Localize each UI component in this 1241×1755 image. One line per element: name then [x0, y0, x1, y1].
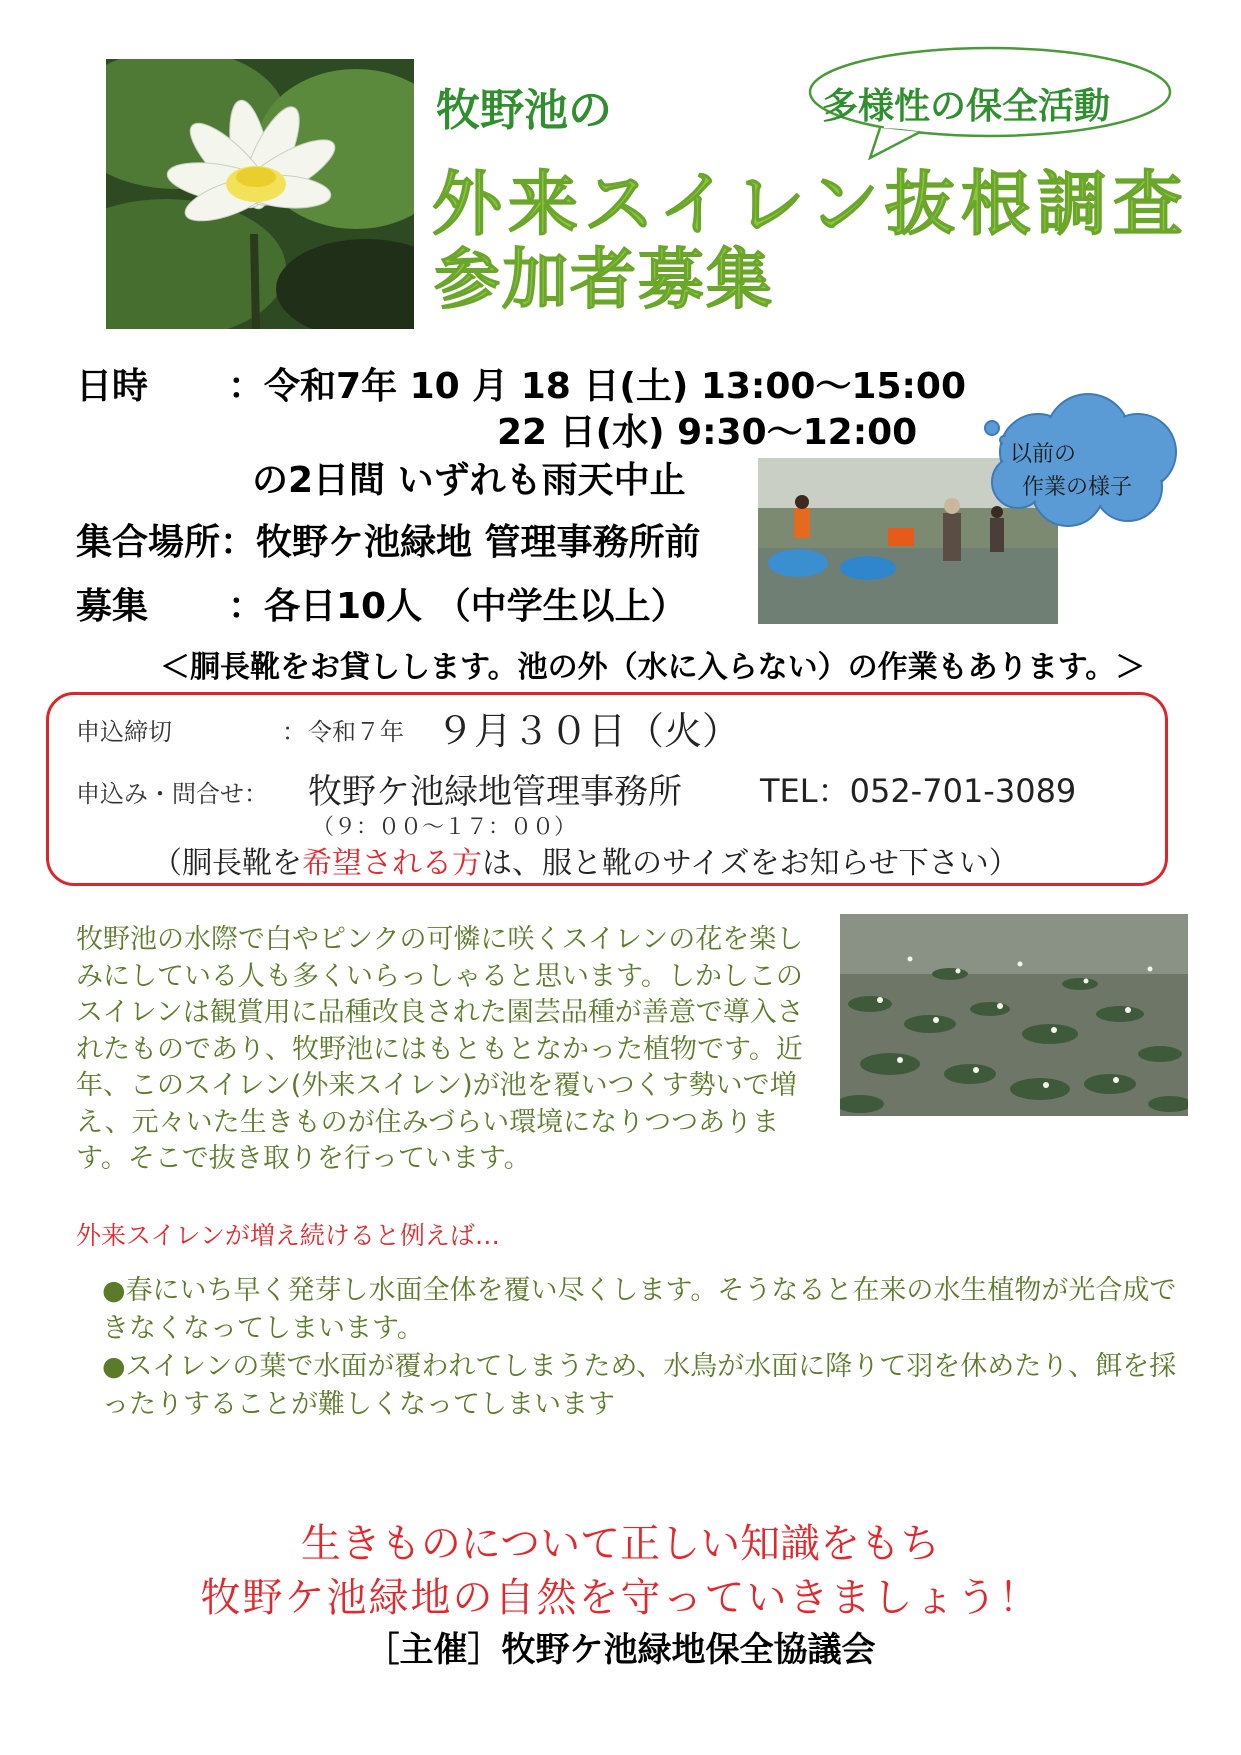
- contact-organization: 牧野ケ池緑地管理事務所: [308, 772, 682, 812]
- size-note-highlight: 希望される方: [302, 846, 482, 881]
- closing-line-1: 生きものについて正しい知識をもち: [300, 1521, 941, 1567]
- date-row-3: の2日間 いずれも雨天中止: [252, 460, 686, 501]
- deadline-date: ９月３０日（火）: [436, 709, 741, 753]
- water-lily-photo: [106, 59, 414, 329]
- recruit-label: 募集: [76, 586, 149, 627]
- closing-line-2: 牧野ケ池緑地の自然を守っていきましょう！: [200, 1575, 1041, 1621]
- photo-caption-line-2: 作業の様子: [1022, 475, 1133, 500]
- boots-note: ＜胴長靴をお貸しします。池の外（水に入らない）の作業もあります。＞: [160, 650, 1146, 685]
- contact-label: 申込み・問合せ：: [76, 780, 268, 808]
- date-row-1: [76, 358, 966, 409]
- deadline-colon: ：: [282, 718, 306, 746]
- date-row-2: 22 日(水) 9:30～12:00: [497, 412, 918, 453]
- list-item: ●春にいち早く発芽し水面全体を覆い尽くします。そうなると在来の水生植物が光合成できなくなってしまいます。: [102, 1275, 1177, 1344]
- recruit-row: [76, 578, 687, 629]
- size-note: [152, 838, 1019, 882]
- place-value: ：牧野ケ池緑地 管理事務所前: [220, 522, 701, 563]
- contact-hours: （９：００～１７：００）: [312, 815, 577, 840]
- date-label: 日時: [76, 366, 149, 407]
- title-line-3: 参加者募集: [434, 241, 774, 318]
- list-item: ●スイレンの葉で水面が覆われてしまうため、水鳥が水面に降りて羽を休めたり、餌を採ったりすることが難しくなってしまいます: [102, 1351, 1177, 1420]
- size-note-post: は、服と靴のサイズをお知らせ下さい）: [482, 846, 1019, 881]
- deadline-label: 申込締切: [76, 718, 172, 746]
- place-row: [76, 514, 701, 565]
- title-line-1: 牧野池の: [436, 85, 612, 136]
- bubble-text: 多様性の保全活動: [822, 86, 1111, 127]
- place-label: 集合場所: [76, 522, 221, 563]
- contact-phone: TEL：052-701-3089: [760, 772, 1077, 810]
- recruit-value: ：各日10人 （中学生以上）: [228, 586, 687, 627]
- deadline-prefix: 令和７年: [308, 718, 404, 746]
- example-heading: 外来スイレンが増え続けると例えば…: [76, 1221, 500, 1250]
- title-line-2: 外来スイレン抜根調査: [432, 163, 1189, 245]
- size-note-pre: （胴長靴を: [152, 846, 302, 881]
- date-colon: ：: [228, 366, 265, 407]
- organizer: ［主催］牧野ケ池緑地保全協議会: [365, 1630, 876, 1670]
- photo-caption-line-1: 以前の: [1010, 442, 1077, 467]
- pond-lily-photo: [840, 914, 1188, 1116]
- description-paragraph: 牧野池の水際で白やピンクの可憐に咲くスイレンの花を楽しみにしている人も多くいらっしゃると思います。しかしこのスイレンは観賞用に品種改良された園芸品種が善意で導入されたものであり、牧野池にはもともとなかった植物です。近年、このスイレン(外来スイレン)が池を覆いつくす勢いで増え、元々いた生きものが住みづらい環境になりつつあります。そこで抜き取りを行っています。: [76, 924, 804, 1174]
- date-1: 令和7年 10 月 18 日(土) 13:00～15:00: [264, 366, 967, 407]
